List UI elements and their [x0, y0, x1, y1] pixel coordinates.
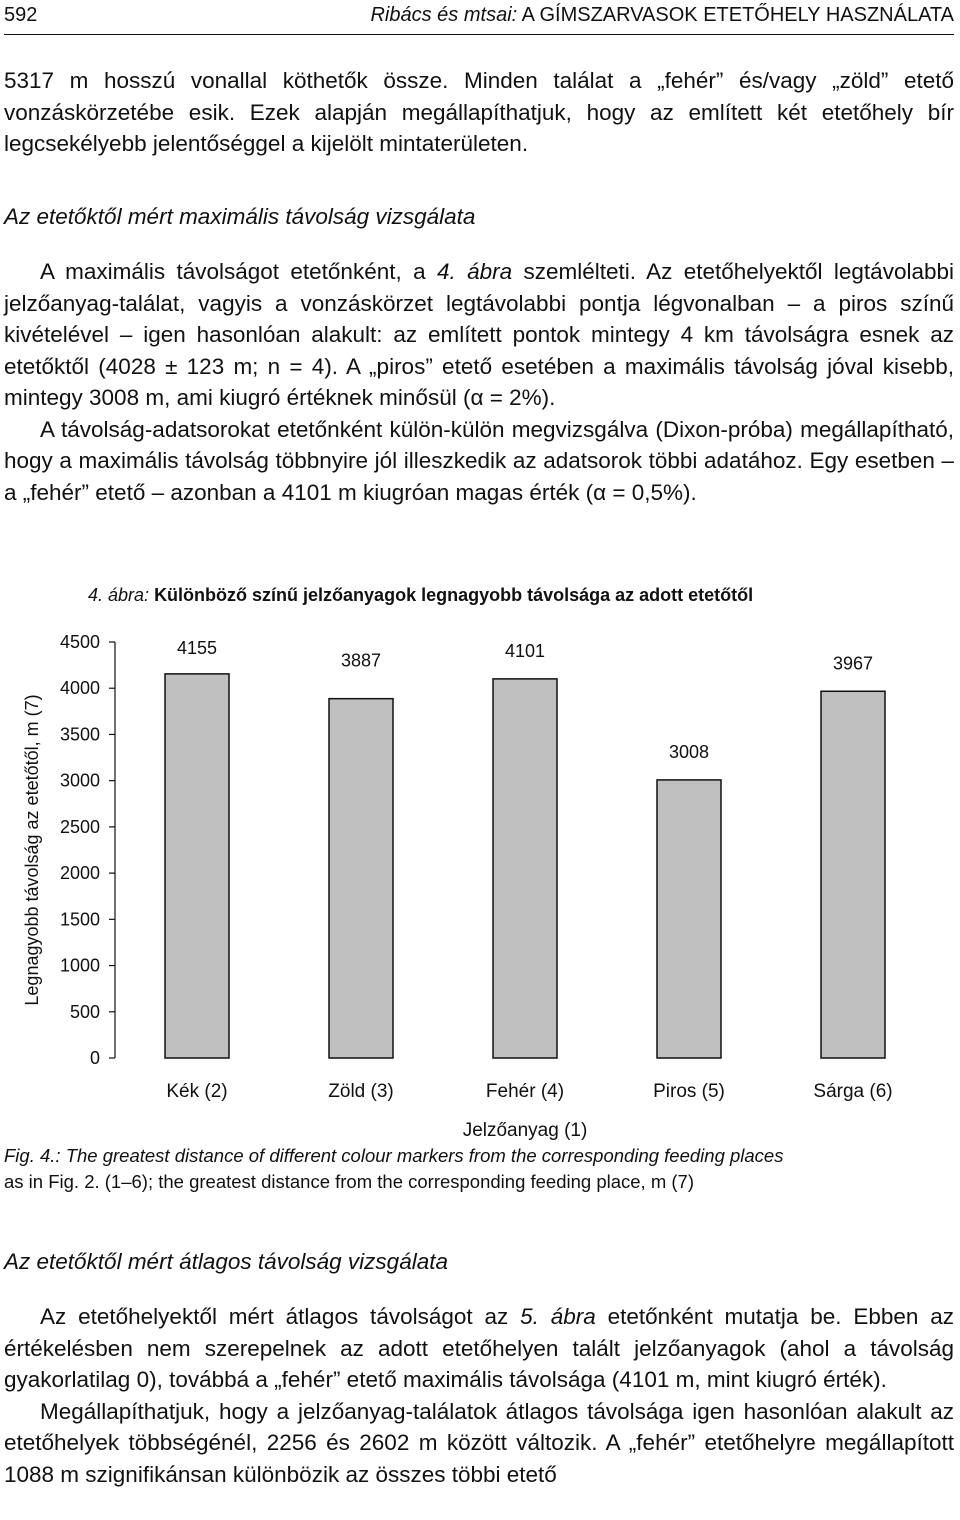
data-label: 4155	[176, 637, 218, 658]
y-tick-label: 3500	[59, 724, 100, 745]
paragraph-max-distance	[4, 256, 954, 508]
text-run: A maximális távolságot etetőnként, a	[40, 259, 437, 284]
data-label: 3887	[340, 650, 382, 671]
y-tick-label: 3000	[59, 770, 100, 791]
page-number: 592	[4, 4, 38, 26]
y-tick-label: 1500	[59, 909, 100, 930]
y-tick-label: 4500	[59, 632, 100, 652]
paragraph-mean-distance-a	[4, 1301, 954, 1396]
caption-rest: as in Fig. 2. (1–6); the greatest distance from the corresponding feeding place, m (7)	[4, 1171, 695, 1192]
paragraph-mean-distance-b: Megállapíthatjuk, hogy a jelzőanyag-találatok átlagos távolsága igen hasonlóan alakult az etetőhelyek többségénél, 2256 és 2602 m között változik. A „fehér” etetőhelyre megállapított 1088 m szignifikánsan különbözik az összes többi etető	[4, 1398, 954, 1487]
y-tick-label: 0	[89, 1048, 100, 1068]
paragraph-intro-text: 5317 m hosszú vonallal köthetők össze. Minden találat a „fehér” és/vagy „zöld” etető vonzáskörzetébe esik. Ezek alapján megállapíthatjuk, hogy az említett két etetőhely bír legcsekélyebb jelentőséggel a kijelölt mintaterületen.	[4, 68, 954, 156]
bars	[165, 638, 893, 1102]
data-label: 3008	[668, 741, 710, 762]
y-axis-label: Legnagyobb távolság az etetőtől, m (7)	[22, 694, 42, 1006]
data-label: 3967	[832, 653, 874, 674]
bar	[329, 699, 393, 1058]
paragraph-max-distance-a	[4, 256, 954, 414]
figure-label: 4. ábra:	[88, 585, 150, 605]
figure-reference: 5. ábra	[520, 1304, 596, 1329]
y-tick-label: 4000	[59, 678, 100, 699]
figure-title-text: Különböző színű jelzőanyagok legnagyobb távolsága az adott etetőtől	[154, 585, 754, 605]
section-heading-mean-distance: Az etetőktől mért átlagos távolság vizsgálata	[4, 1249, 448, 1274]
caption-text: The greatest distance of different colour markers from the corresponding feeding places	[65, 1145, 784, 1166]
figure-reference: 4. ábra	[436, 259, 513, 284]
bar	[821, 691, 885, 1058]
data-label: 4101	[504, 640, 546, 661]
y-tick-label: 2000	[59, 863, 100, 884]
x-tick-label: Zöld (3)	[328, 1081, 394, 1102]
bar-chart	[0, 620, 960, 1145]
y-tick-label: 500	[69, 1001, 100, 1022]
running-head-title: A GÍMSZARVASOK ETETŐHELY HASZNÁLATA	[521, 4, 954, 26]
text-run: etetőnként mutatja be. Ebben az értékelésben nem szerepelnek az adott etetőhelyen talált jelzőanyagok (ahol a távolság gyakorlatilag 0), továbbá a „fehér” etető maximális távolsága (4101 m, mint kiugró érték).	[4, 1304, 954, 1392]
figure-caption	[4, 1143, 946, 1195]
running-head-authors: Ribács és mtsai:	[370, 4, 518, 26]
page-header	[4, 4, 954, 32]
x-tick-label: Fehér (4)	[485, 1081, 565, 1102]
x-tick-label: Piros (5)	[653, 1081, 725, 1102]
bar	[493, 679, 557, 1058]
y-tick-label: 2500	[59, 816, 100, 837]
text-run: Az etetőhelyektől mért átlagos távolságot az	[40, 1304, 521, 1329]
header-rule	[4, 34, 954, 35]
x-tick-label: Sárga (6)	[813, 1081, 893, 1102]
running-head	[370, 4, 954, 27]
paragraph-mean-distance	[4, 1301, 954, 1490]
x-axis-label: Jelzőanyag (1)	[462, 1120, 588, 1141]
paragraph-max-distance-b: A távolság-adatsorokat etetőnként külön-külön megvizsgálva (Dixon-próba) megállapítható, hogy a maximális távolság többnyire jól illeszkedik az adatsorok többi adatához. Egy esetben – a „fehér” etető – azonban a 4101 m kiugróan magas érték (α = 0,5%).	[4, 416, 954, 505]
section-heading-max-distance: Az etetőktől mért maximális távolság vizsgálata	[4, 204, 476, 229]
x-tick-label: Kék (2)	[166, 1081, 228, 1102]
caption-label: Fig. 4.:	[4, 1145, 61, 1166]
paragraph-intro	[4, 65, 954, 160]
bar	[165, 674, 229, 1058]
y-tick-label: 1000	[59, 955, 100, 976]
bar	[657, 780, 721, 1058]
text-run: szemlélteti. Az etetőhelyektől legtávolabbi jelzőanyag-találat, vagyis a vonzáskörzet legtávolabbi pontja légvonalban – a piros színű kivételével – igen hasonlóan alakult: az említett pontok mintegy 4 km távolságra esnek az etetőktől (4028 ± 123 m; n = 4). A „piros” etető esetében a maximális távolság jóval kisebb, mintegy 3008 m, ami kiugró értéknek minősül (α = 2%).	[4, 259, 954, 410]
figure-title	[88, 585, 753, 606]
y-axis	[60, 632, 115, 1068]
